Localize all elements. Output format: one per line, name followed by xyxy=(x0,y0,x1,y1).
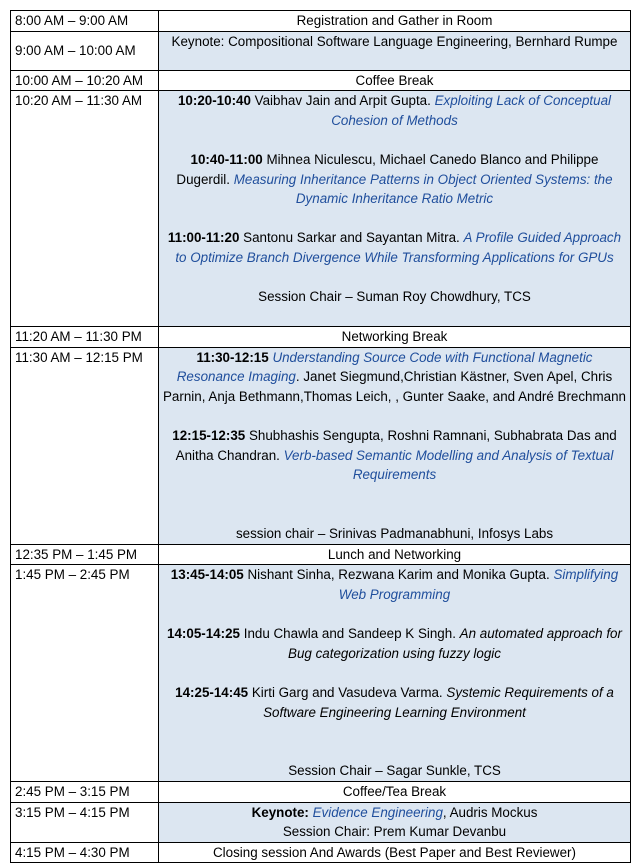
session-chair: Session Chair – Suman Roy Chowdhury, TCS xyxy=(258,289,531,305)
talk-title: Simplifying Web Programming xyxy=(338,567,619,602)
time-cell: 4:15 PM – 4:30 PM xyxy=(11,842,159,863)
talk-authors: Nishant Sinha, Rezwana Karim and Monika Gupta. xyxy=(247,567,550,583)
keynote-speaker: , Audris Mockus xyxy=(442,804,538,820)
talk-entry xyxy=(163,91,626,130)
talk-title: Measuring Inheritance Patterns in Object Oriented Systems: the Dynamic Inheritance Ratio Metric xyxy=(233,171,613,207)
talk-time: 12:15-12:35 xyxy=(172,428,246,444)
session-cell xyxy=(159,91,631,327)
time-cell: 11:30 AM – 12:15 PM xyxy=(11,347,159,544)
time-cell: 1:45 PM – 2:45 PM xyxy=(11,565,159,782)
talk-authors: Vaibhav Jain and Arpit Gupta. xyxy=(254,93,431,109)
table-row xyxy=(11,347,631,544)
talk-entry xyxy=(163,565,626,604)
talk-title: Verb-based Semantic Modelling and Analysis of Textual Requirements xyxy=(283,447,614,483)
time-cell: 10:20 AM – 11:30 AM xyxy=(11,91,159,327)
talk-authors: Mihnea Niculescu, Michael Canedo Blanco and Philippe Dugerdil. xyxy=(176,151,599,187)
session-chair: Session Chair – Sagar Sunkle, TCS xyxy=(288,763,501,779)
talk-title: Understanding Source Code with Functional Magnetic Resonance Imaging xyxy=(176,349,593,385)
talk-title: Exploiting Lack of Conceptual Cohesion of Methods xyxy=(331,93,612,128)
table-row xyxy=(11,544,631,565)
talk-entry xyxy=(163,228,626,267)
talk-entry xyxy=(163,150,626,209)
talk-entry xyxy=(163,348,626,407)
talk-time: 14:05-14:25 xyxy=(167,626,240,642)
session-cell xyxy=(159,802,631,842)
event-cell: Coffee Break xyxy=(159,70,631,91)
table-row xyxy=(11,327,631,348)
session-cell xyxy=(159,347,631,544)
talk-authors: Indu Chawla and Sandeep K Singh. xyxy=(243,626,456,642)
table-row xyxy=(11,91,631,327)
time-cell: 12:35 PM – 1:45 PM xyxy=(11,544,159,565)
keynote-entry xyxy=(163,803,626,823)
talk-entry xyxy=(163,426,626,485)
talk-authors: Santonu Sarkar and Sayantan Mitra. xyxy=(243,230,460,246)
talk-authors: Shubhashis Sengupta, Roshni Ramnani, Subhabrata Das and Anitha Chandran. xyxy=(175,428,617,463)
table-row xyxy=(11,781,631,802)
talk-time: 11:00-11:20 xyxy=(167,230,240,246)
table-row xyxy=(11,842,631,863)
time-cell: 10:00 AM – 10:20 AM xyxy=(11,70,159,91)
session-cell xyxy=(159,565,631,782)
table-row xyxy=(11,70,631,91)
session-chair: session chair – Srinivas Padmanabhuni, Infosys Labs xyxy=(235,526,554,542)
table-row xyxy=(11,565,631,782)
time-cell: 11:20 AM – 11:30 PM xyxy=(11,327,159,348)
event-cell: Closing session And Awards (Best Paper and Best Reviewer) xyxy=(159,842,631,863)
event-cell: Registration and Gather in Room xyxy=(159,11,631,32)
keynote-label: Keynote: xyxy=(251,804,309,820)
time-cell: 2:45 PM – 3:15 PM xyxy=(11,781,159,802)
keynote-title: Evidence Engineering xyxy=(312,804,443,820)
table-row xyxy=(11,802,631,842)
event-cell: Coffee/Tea Break xyxy=(159,781,631,802)
event-cell: Keynote: Compositional Software Language Engineering, Bernhard Rumpe xyxy=(159,31,631,70)
talk-authors: Kirti Garg and Vasudeva Varma. xyxy=(251,684,443,700)
talk-title: An automated approach for Bug categorization using fuzzy logic xyxy=(288,626,622,661)
talk-time: 10:40-11:00 xyxy=(190,151,263,167)
time-cell: 3:15 PM – 4:15 PM xyxy=(11,802,159,842)
table-row xyxy=(11,11,631,32)
event-cell: Networking Break xyxy=(159,327,631,348)
talk-time: 13:45-14:05 xyxy=(170,567,244,583)
talk-entry xyxy=(163,624,626,663)
event-cell: Lunch and Networking xyxy=(159,544,631,565)
session-chair: Session Chair: Prem Kumar Devanbu xyxy=(282,824,507,840)
talk-title: Systemic Requirements of a Software Engineering Learning Environment xyxy=(263,684,614,720)
talk-authors: . Janet Siegmund,Christian Kästner, Sven Apel, Chris Parnin, Anja Bethmann,Thomas Leich, , Gunter Saake, and André Brechmann xyxy=(163,369,626,404)
talk-entry xyxy=(163,683,626,722)
talk-time: 10:20-10:40 xyxy=(177,93,251,109)
talk-time: 11:30-12:15 xyxy=(196,349,269,365)
talk-time: 14:25-14:45 xyxy=(175,684,249,700)
time-cell: 8:00 AM – 9:00 AM xyxy=(11,11,159,32)
talk-title: A Profile Guided Approach to Optimize Branch Divergence While Transforming Applications for GPUs xyxy=(175,230,622,265)
schedule-table xyxy=(10,10,631,863)
time-cell: 9:00 AM – 10:00 AM xyxy=(11,31,159,70)
table-row xyxy=(11,31,631,70)
